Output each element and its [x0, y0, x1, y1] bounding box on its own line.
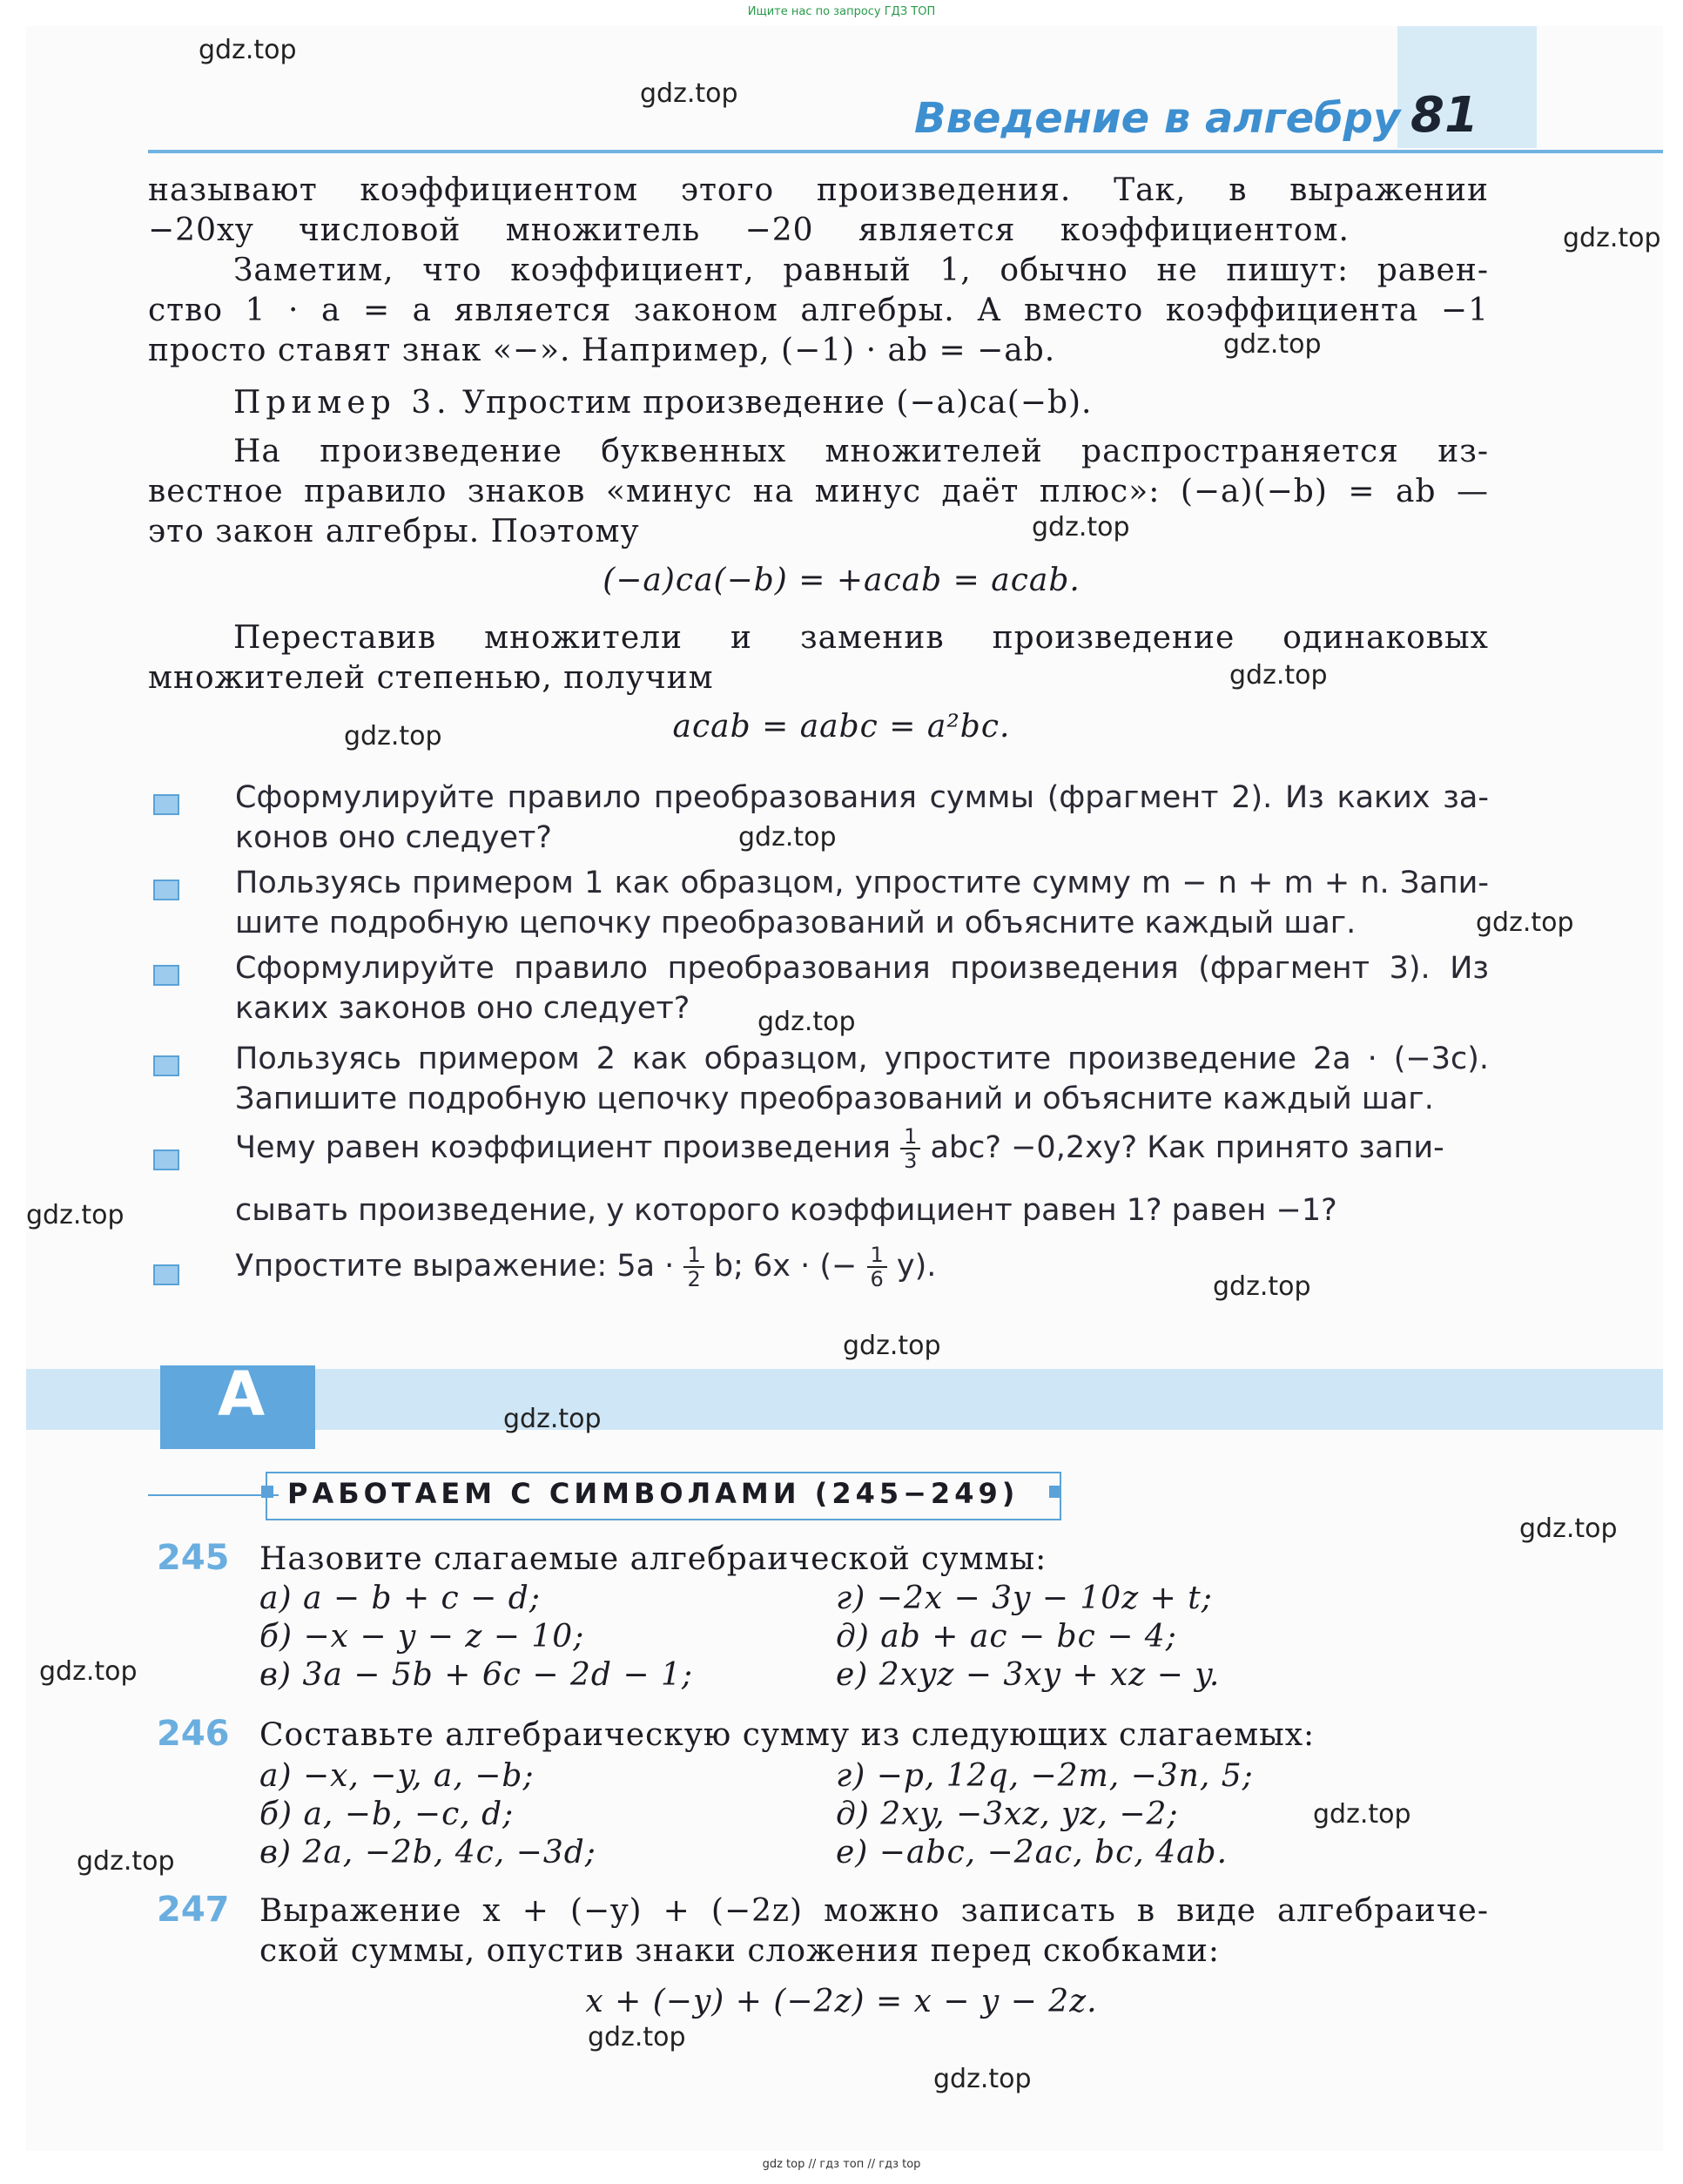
watermark: gdz.top	[757, 1007, 856, 1037]
question-text: Чему равен коэффициент произведения	[235, 1130, 891, 1165]
watermark: gdz.top	[1563, 223, 1661, 253]
exercise-item: д) ab + ac − bc − 4;	[836, 1619, 1177, 1655]
question-line: Пользуясь примером 1 как образцом, упростите сумму m − n + m + n. Запи-	[235, 866, 1489, 900]
watermark: gdz.top	[39, 1656, 138, 1687]
watermark: gdz.top	[1476, 907, 1574, 938]
formula: acab = aabc = a²bc.	[672, 709, 1011, 745]
watermark: gdz.top	[843, 1331, 941, 1361]
text-line: это закон алгебры. Поэтому	[148, 514, 640, 549]
watermark: gdz.top	[933, 2064, 1032, 2094]
watermark: gdz.top	[1213, 1271, 1311, 1302]
fraction-numerator: 1	[683, 1244, 703, 1268]
exercise-item: б) a, −b, −c, d;	[259, 1796, 515, 1832]
exercise-item: г) −p, 12q, −2m, −3n, 5;	[836, 1758, 1254, 1794]
fraction-denominator: 6	[870, 1267, 884, 1291]
top-note: Ищите нас по запросу ГДЗ ТОП	[747, 5, 936, 18]
fraction-numerator: 1	[867, 1244, 887, 1268]
exercise-item: г) −2x − 3y − 10z + t;	[836, 1581, 1213, 1616]
section-letter: А	[218, 1358, 266, 1430]
example-text: Упростим произведение (−a)ca(−b).	[462, 385, 1093, 421]
watermark: gdz.top	[77, 1846, 175, 1877]
exercise-title: Составьте алгебраическую сумму из следующих слагаемых:	[259, 1717, 1316, 1753]
exercise-column-left	[259, 1580, 817, 1695]
watermark: gdz.top	[588, 2022, 686, 2053]
text-line: просто ставят знак «−». Например, (−1) · ab = −ab.	[148, 333, 1056, 368]
exercise-item: а) −x, −y, a, −b;	[259, 1758, 535, 1794]
watermark: gdz.top	[738, 822, 837, 853]
watermark: gdz.top	[26, 1200, 125, 1230]
text-line: На произведение буквенных множителей распространяется из-	[233, 434, 1489, 469]
text-line: вестное правило знаков «минус на минус даёт плюс»: (−a)(−b) = ab —	[148, 474, 1489, 509]
question-marker-icon	[153, 1264, 179, 1285]
exercise-title: Назовите слагаемые алгебраической суммы:	[259, 1541, 1047, 1577]
text-line: −20xy числовой множитель −20 является коэффициентом.	[148, 212, 1350, 248]
fraction	[683, 1244, 703, 1291]
question-marker-icon	[153, 880, 179, 900]
exercise-item: а) a − b + c − d;	[259, 1581, 541, 1616]
exercise-text: Выражение x + (−y) + (−2z) можно записать в виде алгебраиче-	[259, 1893, 1489, 1929]
exercise-item: д) 2xy, −3xz, yz, −2;	[836, 1796, 1179, 1832]
watermark: gdz.top	[199, 35, 297, 65]
example-3	[233, 383, 1452, 423]
header-rule	[148, 150, 1663, 153]
watermark: gdz.top	[503, 1404, 602, 1434]
exercise-number: 245	[157, 1538, 230, 1578]
exercise-item: е) 2xyz − 3xy + xz − y.	[836, 1657, 1221, 1693]
watermark: gdz.top	[1223, 329, 1322, 360]
chapter-title: Введение в алгебру	[914, 94, 1401, 143]
question-line: конов оно следует?	[235, 820, 552, 855]
question-line: Сформулируйте правило преобразования произведения (фрагмент 3). Из	[235, 951, 1489, 986]
exercise-number: 247	[157, 1890, 230, 1930]
exercise-item: е) −abc, −2ac, bc, 4ab.	[836, 1835, 1229, 1871]
fraction-denominator: 2	[687, 1267, 701, 1291]
fraction-denominator: 3	[904, 1149, 918, 1173]
question-text: abc? −0,2xy? Как принято запи-	[930, 1130, 1444, 1165]
question-line: Пользуясь примером 2 как образцом, упростите произведение 2a · (−3c).	[235, 1041, 1489, 1076]
question-text: Упростите выражение: 5a ·	[235, 1249, 675, 1284]
exercise-item: в) 3a − 5b + 6c − 2d − 1;	[259, 1657, 694, 1693]
watermark: gdz.top	[1032, 512, 1130, 543]
section-caption: РАБОТАЕМ С СИМВОЛАМИ (245−249)	[287, 1477, 1020, 1510]
text-line: называют коэффициентом этого произведения. Так, в выражении	[148, 172, 1489, 208]
page-number: 81	[1410, 87, 1478, 144]
watermark: gdz.top	[344, 721, 442, 752]
text-line: Заметим, что коэффициент, равный 1, обычно не пишут: равен-	[233, 253, 1489, 288]
watermark: gdz.top	[1313, 1799, 1411, 1830]
watermark: gdz.top	[1519, 1513, 1618, 1544]
text-line: Переставив множители и заменив произведение одинаковых	[233, 620, 1489, 656]
question-marker-icon	[153, 965, 179, 986]
caption-square-icon	[1049, 1486, 1061, 1498]
text-line: ство 1 · a = a является законом алгебры. А вместо коэффициента −1	[148, 293, 1489, 328]
question-text: y).	[896, 1249, 937, 1284]
question-marker-icon	[153, 1055, 179, 1076]
exercise-number: 246	[157, 1714, 230, 1754]
exercise-item: б) −x − y − z − 10;	[259, 1619, 585, 1655]
question-marker-icon	[153, 1149, 179, 1170]
exercise-column-left	[259, 1757, 817, 1872]
fraction	[900, 1125, 920, 1172]
formula: (−a)ca(−b) = +acab = acab.	[603, 563, 1080, 598]
fraction-numerator: 1	[900, 1125, 920, 1149]
fraction	[867, 1244, 887, 1291]
bottom-note: gdz top // гдз топ // гдз top	[762, 2158, 921, 2171]
exercise-column-right	[836, 1580, 1480, 1695]
example-label: Пример 3.	[233, 385, 452, 421]
question-line: каких законов оно следует?	[235, 991, 690, 1026]
question-line	[235, 1125, 1489, 1172]
question-marker-icon	[153, 794, 179, 815]
formula: x + (−y) + (−2z) = x − y − 2z.	[585, 1984, 1098, 2019]
watermark: gdz.top	[1229, 660, 1328, 691]
watermark: gdz.top	[640, 78, 738, 109]
question-line: Сформулируйте правило преобразования суммы (фрагмент 2). Из каких за-	[235, 780, 1489, 815]
text-line: множителей степенью, получим	[148, 660, 714, 696]
exercise-item: в) 2a, −2b, 4c, −3d;	[259, 1835, 596, 1871]
caption-rule	[148, 1494, 279, 1496]
question-line: Запишите подробную цепочку преобразований и объясните каждый шаг.	[235, 1082, 1434, 1116]
question-line: сывать произведение, у которого коэффициент равен 1? равен −1?	[235, 1193, 1337, 1228]
question-text: b; 6x · (−	[713, 1249, 858, 1284]
exercise-text: ской суммы, опустив знаки сложения перед скобками:	[259, 1933, 1220, 1969]
question-line: шите подробную цепочку преобразований и объясните каждый шаг.	[235, 906, 1356, 940]
